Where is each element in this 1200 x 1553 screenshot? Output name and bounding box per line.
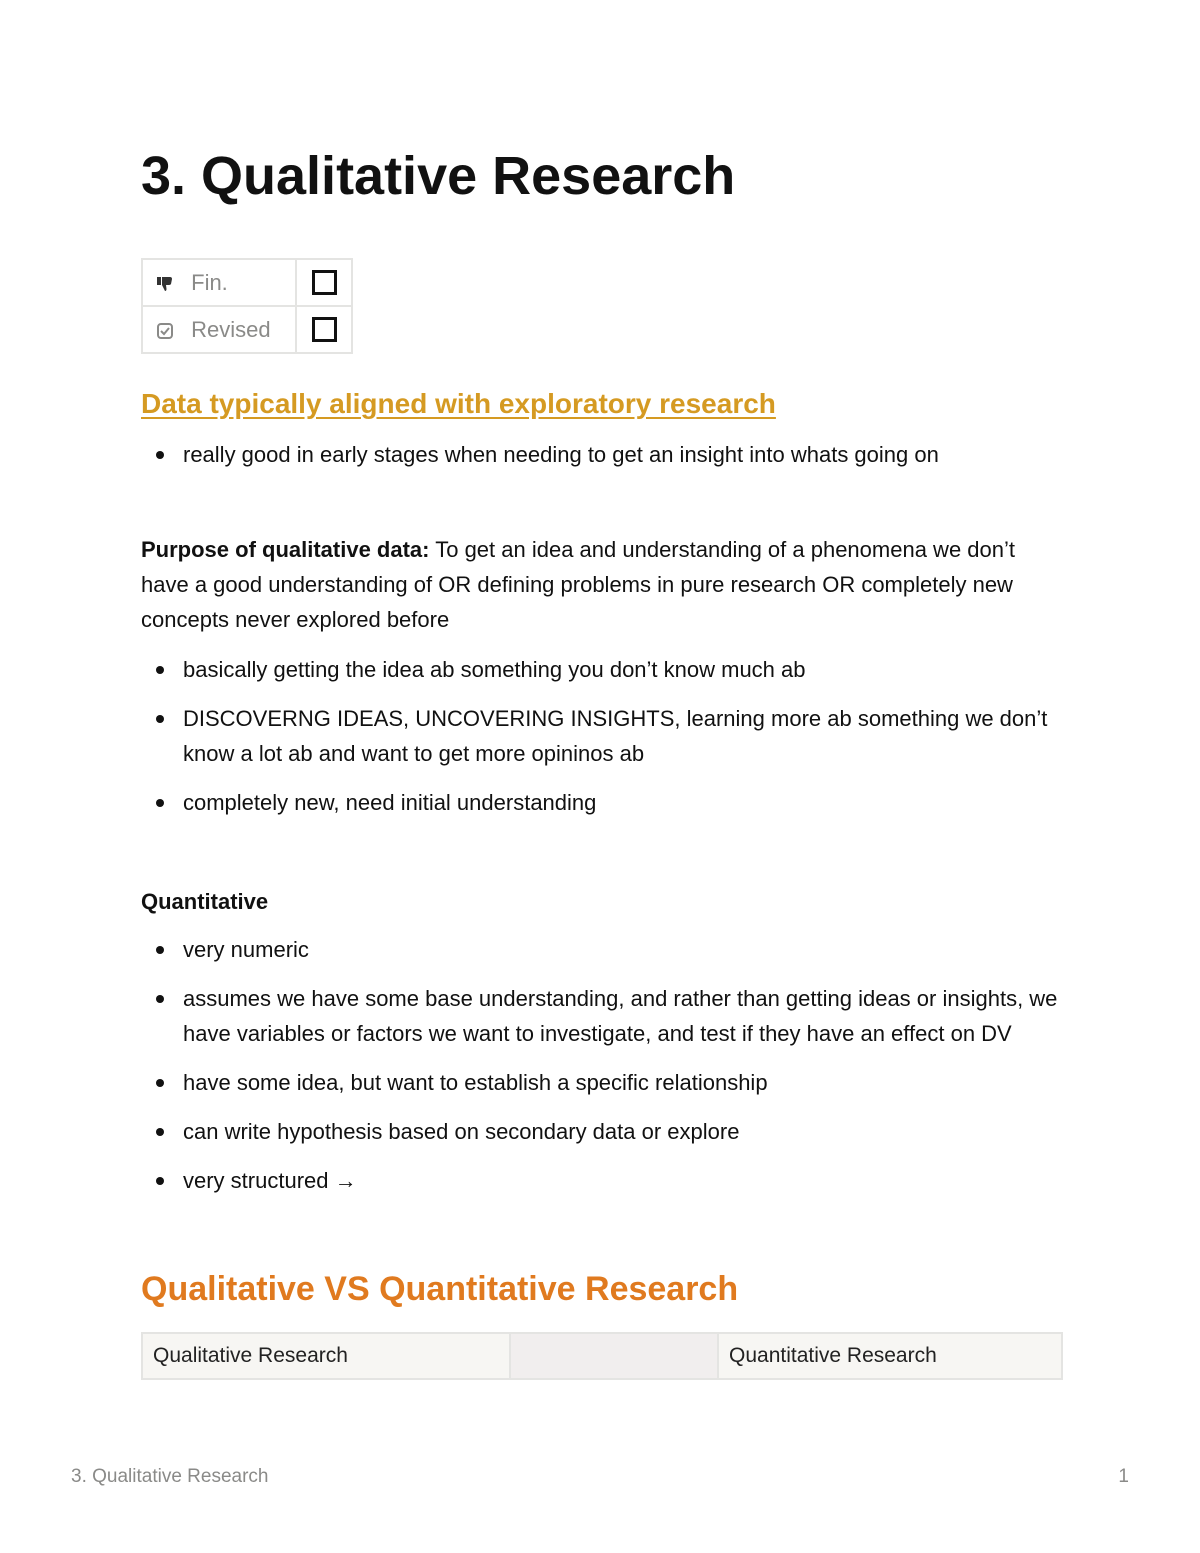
quantitative-label: Quantitative xyxy=(141,889,269,914)
list-item: DISCOVERNG IDEAS, UNCOVERING INSIGHTS, learning more ab something we don’t know a lot ab and want to get more opininos ab xyxy=(141,701,1063,771)
list-item: have some idea, but want to establish a specific relationship xyxy=(141,1065,1063,1100)
comparison-table xyxy=(141,1332,1063,1380)
property-row-revised xyxy=(142,306,352,353)
table-header-cell-qualitative: Qualitative Research xyxy=(142,1333,510,1379)
list-item: very structured → xyxy=(141,1163,1063,1198)
property-label-revised: Revised xyxy=(191,316,271,342)
table-row xyxy=(142,1333,1062,1379)
property-name-cell xyxy=(142,306,296,353)
purpose-label: Purpose of qualitative data: xyxy=(141,537,430,562)
fin-checkbox[interactable] xyxy=(312,270,337,295)
purpose-bullet-list xyxy=(141,652,1063,834)
thumbs-down-icon xyxy=(155,274,175,294)
quantitative-label-paragraph xyxy=(141,884,1041,919)
list-item: very numeric xyxy=(141,932,1063,967)
list-item: assumes we have some base understanding, and rather than getting ideas or insights, we have variables or factors we want to investigate, and test if they have an effect on DV xyxy=(141,981,1063,1051)
property-label-fin: Fin. xyxy=(191,269,228,295)
list-item: basically getting the idea ab something you don’t know much ab xyxy=(141,652,1063,687)
revised-checkbox[interactable] xyxy=(312,317,337,342)
properties-table xyxy=(141,258,353,354)
footer-page-number: 1 xyxy=(1118,1466,1129,1487)
list-item: can write hypothesis based on secondary data or explore xyxy=(141,1114,1063,1149)
page-title: 3. Qualitative Research xyxy=(141,146,736,206)
table-header-cell-empty xyxy=(510,1333,718,1379)
exploratory-bullet-list xyxy=(141,437,1063,486)
list-item: completely new, need initial understanding xyxy=(141,785,1063,820)
section-heading-exploratory[interactable]: Data typically aligned with exploratory research xyxy=(141,388,776,419)
comparison-heading: Qualitative VS Quantitative Research xyxy=(141,1270,739,1308)
footer-document-title: 3. Qualitative Research xyxy=(71,1466,269,1487)
property-name-cell xyxy=(142,259,296,306)
quantitative-bullet-list xyxy=(141,932,1063,1212)
property-value-cell xyxy=(296,306,352,353)
list-item: really good in early stages when needing to get an insight into whats going on xyxy=(141,437,1063,472)
purpose-paragraph xyxy=(141,532,1041,637)
property-row-fin xyxy=(142,259,352,306)
property-value-cell xyxy=(296,259,352,306)
purpose-text: To get an idea and understanding of a phenomena we don’t have a good understanding of OR defining problems in pure research OR completely new concepts never explored before xyxy=(141,537,1015,632)
table-header-cell-quantitative: Quantitative Research xyxy=(718,1333,1062,1379)
checkbox-icon xyxy=(155,321,175,341)
